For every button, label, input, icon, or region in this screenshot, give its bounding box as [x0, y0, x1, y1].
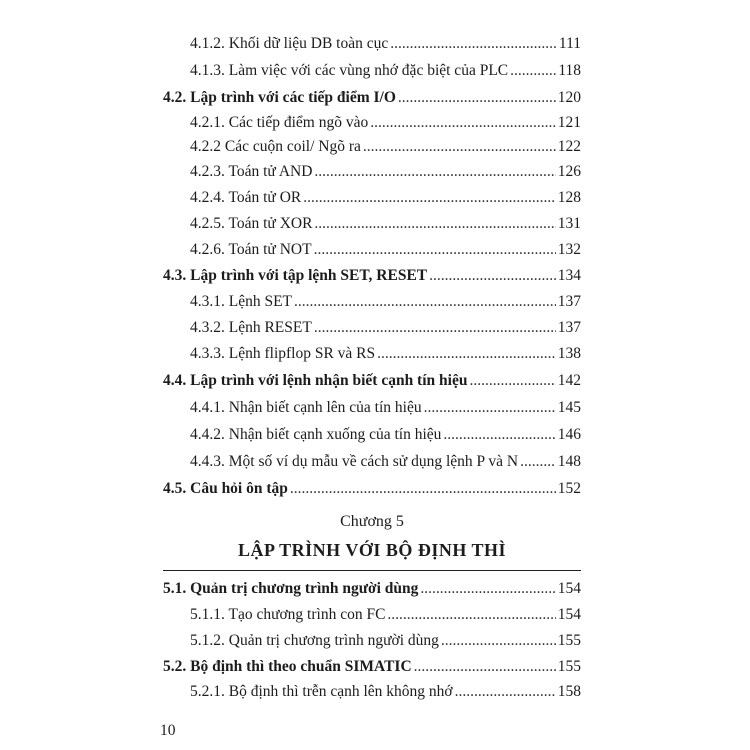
- toc-entry: [190, 186, 581, 210]
- toc-section-heading: [163, 577, 581, 601]
- leader-dots: [414, 655, 556, 679]
- toc-entry-title: 4.2. Lập trình với các tiếp điểm I/O: [163, 89, 396, 106]
- toc-entry-title: 4.2.3. Toán tử AND: [190, 163, 313, 180]
- toc-entry: [190, 396, 581, 420]
- toc-entry-page: 154: [557, 580, 581, 597]
- toc-entry: [190, 238, 581, 262]
- toc-entry-title: 4.2.1. Các tiếp điểm ngõ vào: [190, 114, 369, 131]
- leader-dots: [370, 111, 556, 135]
- toc-entry-page: 155: [557, 632, 581, 649]
- toc-entry-title: 4.3. Lập trình với tập lệnh SET, RESET: [163, 267, 428, 284]
- leader-dots: [387, 603, 555, 627]
- toc-entry-page: 146: [557, 426, 581, 443]
- page-number: 10: [160, 722, 176, 739]
- toc-entry-title: 4.5. Câu hỏi ôn tập: [163, 480, 288, 497]
- toc-entry-title: 5.1. Quản trị chương trình người dùng: [163, 580, 419, 597]
- toc-entry-page: 142: [557, 372, 581, 389]
- toc-entry-title: 4.3.3. Lệnh flipflop SR và RS: [190, 345, 376, 362]
- toc-entry-title: 4.4.3. Một số ví dụ mẫu về cách sử dụng lệnh P và N: [190, 453, 519, 470]
- toc-entry-page: 134: [557, 267, 581, 284]
- toc-entry-title: 4.2.5. Toán tử XOR: [190, 215, 313, 232]
- leader-dots: [314, 238, 556, 262]
- toc-entry-title: 5.2. Bộ định thì theo chuẩn SIMATIC: [163, 658, 412, 675]
- toc-entry: [190, 680, 581, 704]
- leader-dots: [520, 450, 556, 474]
- toc-entry-page: 118: [558, 62, 581, 79]
- toc-entry-title: 4.4.1. Nhận biết cạnh lên của tín hiệu: [190, 399, 422, 416]
- toc-entry-title: 4.2.4. Toán tử OR: [190, 189, 302, 206]
- leader-dots: [294, 290, 556, 314]
- toc-entry-page: 126: [557, 163, 581, 180]
- toc-entry-title: 4.3.1. Lệnh SET: [190, 293, 293, 310]
- toc-entry-page: 137: [557, 319, 581, 336]
- leader-dots: [398, 86, 556, 110]
- toc-entry: [190, 423, 581, 447]
- toc-entry: [190, 135, 581, 159]
- toc-section-heading: [163, 655, 581, 679]
- toc-entry: [190, 342, 581, 366]
- toc-entry-page: 128: [557, 189, 581, 206]
- leader-dots: [290, 477, 556, 501]
- leader-dots: [429, 264, 556, 288]
- leader-dots: [314, 160, 555, 184]
- toc-entry-page: 145: [557, 399, 581, 416]
- leader-dots: [424, 396, 556, 420]
- toc-entry-title: 4.1.3. Làm việc với các vùng nhớ đặc biệt của PLC: [190, 62, 509, 79]
- toc-entry: [190, 111, 581, 135]
- toc-entry-title: 5.2.1. Bộ định thì trễn cạnh lên không nhớ: [190, 683, 453, 700]
- leader-dots: [441, 629, 556, 653]
- toc-entry-title: 4.2.2 Các cuộn coil/ Ngõ ra: [190, 138, 361, 155]
- toc-entry-title: 4.1.2. Khối dữ liệu DB toàn cục: [190, 35, 389, 52]
- leader-dots: [455, 680, 556, 704]
- toc-entry-title: 4.3.2. Lệnh RESET: [190, 319, 312, 336]
- leader-dots: [390, 32, 557, 56]
- toc-entry: [190, 316, 581, 340]
- toc-entry-page: 154: [557, 606, 581, 623]
- toc-entry-page: 155: [557, 658, 581, 675]
- toc-entry: [190, 450, 581, 474]
- toc-section-heading: [163, 369, 581, 393]
- leader-dots: [377, 342, 556, 366]
- leader-dots: [469, 369, 555, 393]
- toc-entry-page: 158: [557, 683, 581, 700]
- toc-entry: [190, 290, 581, 314]
- chapter-label: Chương 5: [340, 513, 404, 530]
- leader-dots: [363, 135, 556, 159]
- toc-entry-page: 148: [557, 453, 581, 470]
- chapter-divider: [163, 570, 581, 571]
- toc-entry-page: 131: [557, 215, 581, 232]
- leader-dots: [443, 423, 555, 447]
- toc-entry: [190, 629, 581, 653]
- leader-dots: [314, 212, 555, 236]
- toc-section-heading: [163, 264, 581, 288]
- toc-entry-title: 5.1.2. Quản trị chương trình người dùng: [190, 632, 439, 649]
- toc-entry-title: 4.4.2. Nhận biết cạnh xuống của tín hiệu: [190, 426, 442, 443]
- toc-entry-title: 4.4. Lập trình với lệnh nhận biết cạnh tín hiệu: [163, 372, 468, 389]
- chapter-title: LẬP TRÌNH VỚI BỘ ĐỊNH THÌ: [237, 540, 507, 560]
- leader-dots: [303, 186, 556, 210]
- toc-entry: [190, 160, 581, 184]
- leader-dots: [314, 316, 556, 340]
- toc-entry-page: 120: [557, 89, 581, 106]
- toc-section-heading: [163, 477, 581, 501]
- leader-dots: [420, 577, 555, 601]
- toc-section-heading: [163, 86, 581, 110]
- toc-entry-page: 122: [557, 138, 581, 155]
- toc-entry-page: 152: [557, 480, 581, 497]
- toc-entry: [190, 212, 581, 236]
- toc-entry-page: 138: [557, 345, 581, 362]
- toc-entry-page: 132: [557, 241, 581, 258]
- toc-entry-page: 111: [558, 35, 581, 52]
- toc-entry: [190, 603, 581, 627]
- toc-entry: [190, 59, 581, 83]
- toc-entry-title: 5.1.1. Tạo chương trình con FC: [190, 606, 386, 623]
- leader-dots: [510, 59, 556, 83]
- toc-entry: [190, 32, 581, 56]
- toc-entry-page: 121: [557, 114, 581, 131]
- toc-entry-title: 4.2.6. Toán tử NOT: [190, 241, 312, 258]
- toc-entry-page: 137: [557, 293, 581, 310]
